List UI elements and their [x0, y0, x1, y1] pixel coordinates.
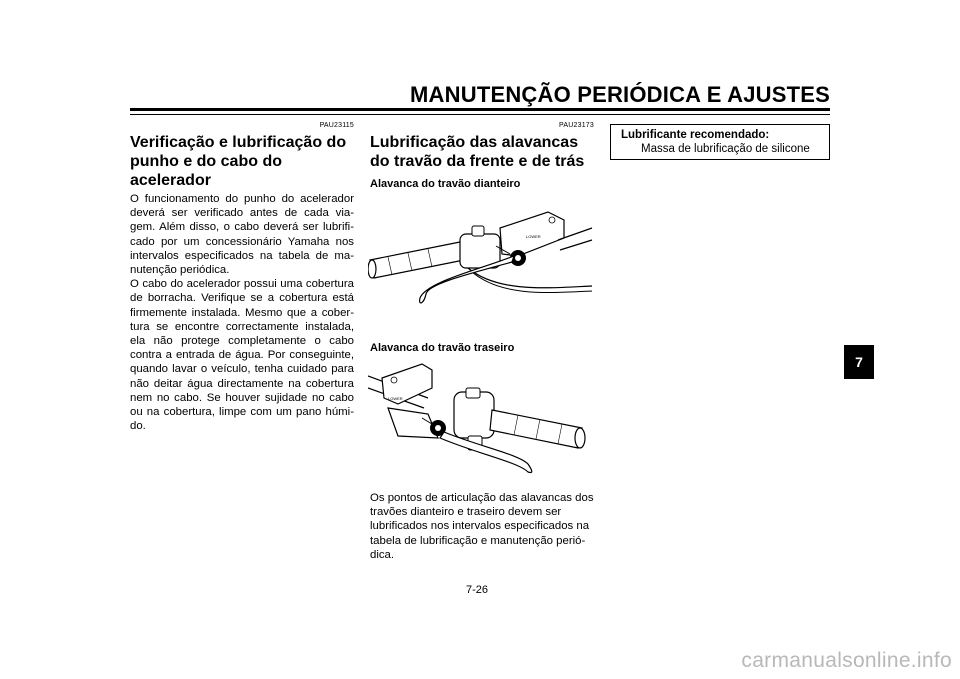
section-heading-throttle: Verificação e lubrificação do punho e do cabo do acelerador	[130, 134, 347, 189]
throttle-body-text: O funcionamento do punho do acelerador deverá ser verificado antes de cada via-gem. Além disso, o cabo deverá ser lubrifi-cado por um concessionário Yamaha nos intervalos especificados na tabela de ma-nutenção periódica. O cabo do acelerador possui uma cobertura de borracha. Verifique se a cobertura está firmemente instalada. Mesmo que a cober-tura se encontre correctamente instalada, ela não protege completamente o cabo contra a entrada de água. Por conseguinte, quando lavar o veículo, tenha cuidado para não deitar água directamente na cobertura nem no cabo. Se houver sujidade no cabo ou na cobertura, limpe com um pano húmi-do.	[130, 193, 354, 433]
recommended-lubricant-box	[610, 124, 830, 160]
header-rule-thin	[130, 114, 830, 115]
middle-column	[370, 122, 594, 173]
page-header-title: MANUTENÇÃO PERIÓDICA E AJUSTES	[410, 82, 830, 107]
front-brake-lever-illustration	[368, 198, 594, 310]
section-code: PAU23173	[559, 122, 594, 129]
left-column	[130, 122, 354, 433]
spec-value: Massa de lubrificação de silicone	[641, 143, 810, 155]
header-rule-thick	[130, 108, 830, 111]
front-brake-lever-label: Alavanca do travão dianteiro	[370, 178, 521, 190]
lower-marking-text: LOWER	[388, 396, 403, 401]
page-number: 7-26	[466, 584, 489, 596]
rear-brake-lever-label: Alavanca do travão traseiro	[370, 342, 515, 354]
section-heading-brake-levers: Lubrificação das alavancas do travão da frente e de trás	[370, 134, 585, 170]
brake-lever-body-text: Os pontos de articulação das alavancas dos travões dianteiro e traseiro devem ser lubrificados nos intervalos especificados na tabela de lubrificação e manutenção perió-dica.	[370, 492, 594, 561]
chapter-tab: 7	[844, 345, 874, 379]
watermark: carmanualsonline.info	[741, 649, 952, 672]
spec-label: Lubrificante recomendado:	[621, 129, 770, 141]
lower-marking-text: LOWER	[526, 234, 541, 239]
rear-brake-lever-illustration	[368, 358, 594, 482]
section-code: PAU23115	[319, 122, 354, 129]
